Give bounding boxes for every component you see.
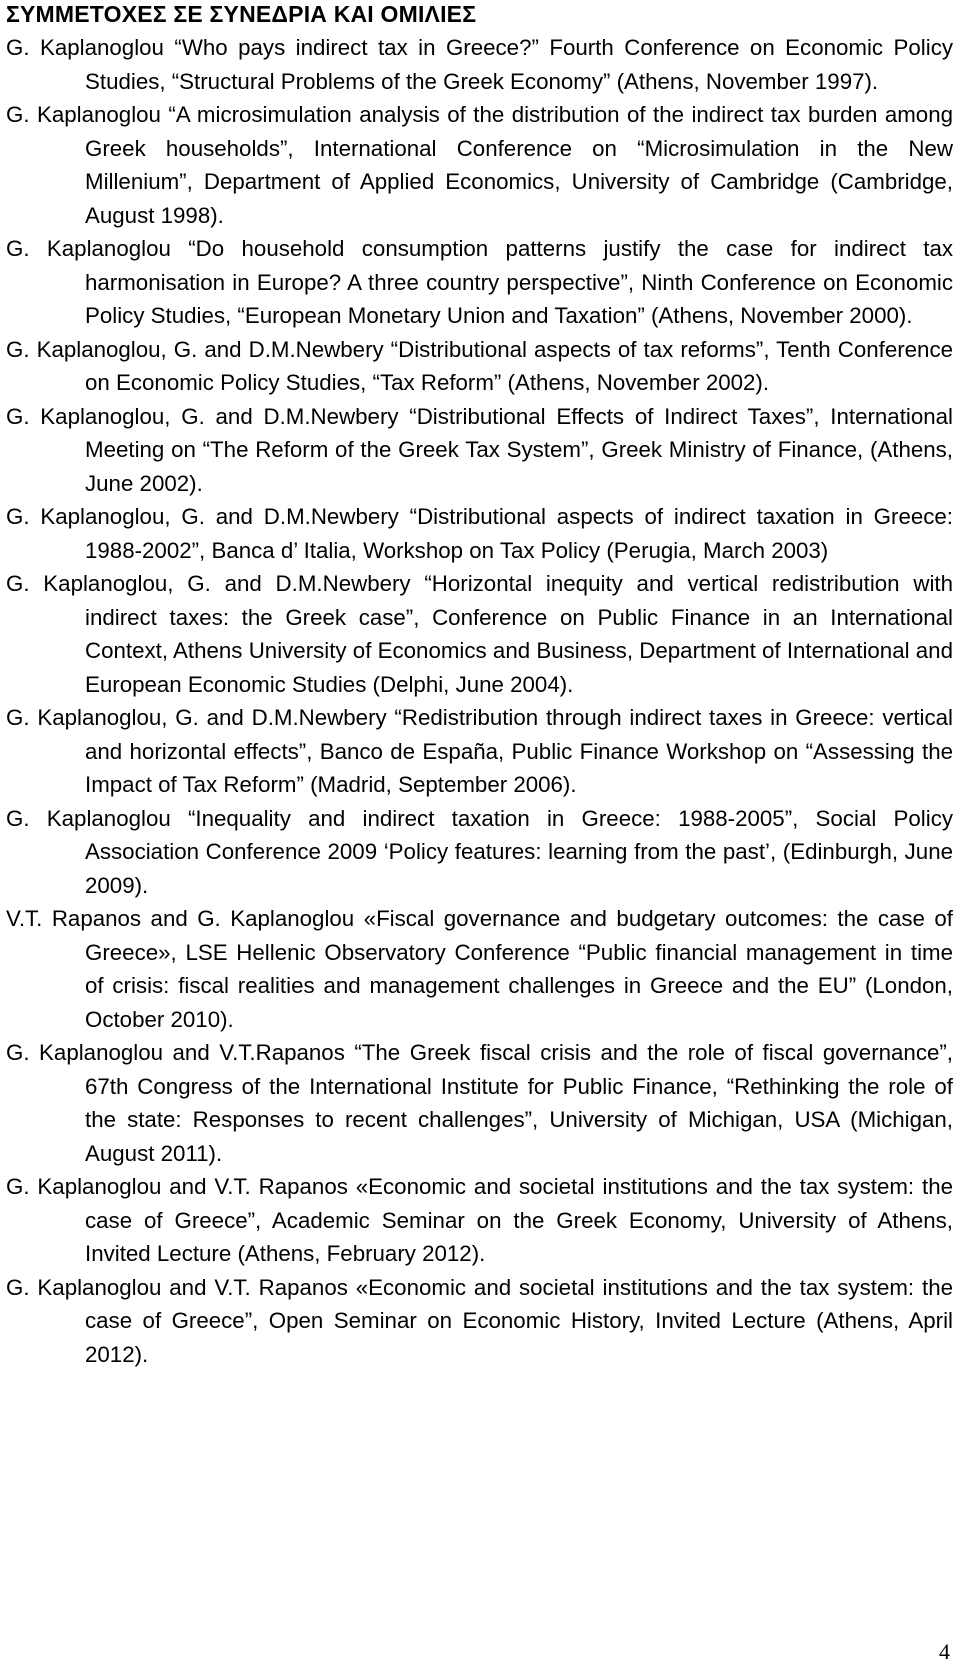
- conference-entry: G. Kaplanoglou and V.T. Rapanos «Economic and societal institutions and the tax system: the case of Greece”, Open Seminar on Economic History, Invited Lecture (Athens, April 2012).: [6, 1274, 953, 1367]
- conference-entry: G. Kaplanoglou, G. and D.M.Newbery “Horizontal inequity and vertical redistribution with indirect taxes: the Greek case”, Conference on Public Finance in an International Context, Athens University of Economics and Business, Department of International and European Economic Studies (Delphi, June 2004).: [6, 571, 953, 697]
- conference-entry: G. Kaplanoglou and V.T. Rapanos «Economic and societal institutions and the tax system: the case of Greece”, Academic Seminar on the Greek Economy, University of Athens, Invited Lecture (Athens, February 2012).: [6, 1174, 953, 1266]
- conference-entry: G. Kaplanoglou “Who pays indirect tax in Greece?” Fourth Conference on Economic Policy Studies, “Structural Problems of the Greek Economy” (Athens, November 1997).: [6, 35, 953, 94]
- conference-entry: G. Kaplanoglou and V.T.Rapanos “The Greek fiscal crisis and the role of fiscal governance”, 67th Congress of the International Institute for Public Finance, “Rethinking the role of the state: Responses to recent challenges”, University of Michigan, USA (Michigan, August 2011).: [6, 1040, 953, 1166]
- conference-entry: G. Kaplanoglou “Inequality and indirect taxation in Greece: 1988-2005”, Social Policy Association Conference 2009 ‘Policy features: learning from the past’, (Edinburgh, June 2009).: [6, 805, 953, 898]
- conference-entry: G. Kaplanoglou, G. and D.M.Newbery “Distributional aspects of tax reforms”, Tenth Conference on Economic Policy Studies, “Tax Reform” (Athens, November 2002).: [6, 336, 953, 395]
- page-number: 4: [939, 1639, 950, 1664]
- conference-entry: G. Kaplanoglou “A microsimulation analysis of the distribution of the indirect tax burden among Greek households”, International Conference on “Microsimulation in the New Millenium”, Department of Applied Economics, University of Cambridge (Cambridge, August 1998).: [6, 102, 953, 228]
- section-heading: ΣΥΜΜΕΤΟΧΕΣ ΣΕ ΣΥΝΕΔΡΙΑ ΚΑΙ ΟΜΙΛΙΕΣ: [6, 1, 477, 27]
- conference-entry: G. Kaplanoglou, G. and D.M.Newbery “Redistribution through indirect taxes in Greece: vertical and horizontal effects”, Banco de España, Public Finance Workshop on “Assessing the Impact of Tax Reform” (Madrid, September 2006).: [6, 705, 953, 797]
- conference-entry: G. Kaplanoglou, G. and D.M.Newbery “Distributional Effects of Indirect Taxes”, International Meeting on “The Reform of the Greek Tax System”, Greek Ministry of Finance, (Athens, June 2002).: [6, 403, 953, 496]
- conference-entry: G. Kaplanoglou, G. and D.M.Newbery “Distributional aspects of indirect taxation in Greece: 1988-2002”, Banca d’ Italia, Workshop on Tax Policy (Perugia, March 2003): [6, 504, 953, 563]
- conference-entry: V.T. Rapanos and G. Kaplanoglou «Fiscal governance and budgetary outcomes: the case of Greece», LSE Hellenic Observatory Conference “Public financial management in time of crisis: fiscal realities and management challenges in Greece and the EU” (London, October 2010).: [6, 906, 953, 1032]
- conference-entry: G. Kaplanoglou “Do household consumption patterns justify the case for indirect tax harmonisation in Europe? A three country perspective”, Ninth Conference on Economic Policy Studies, “European Monetary Union and Taxation” (Athens, November 2000).: [6, 236, 953, 328]
- conference-list: [6, 31, 953, 1371]
